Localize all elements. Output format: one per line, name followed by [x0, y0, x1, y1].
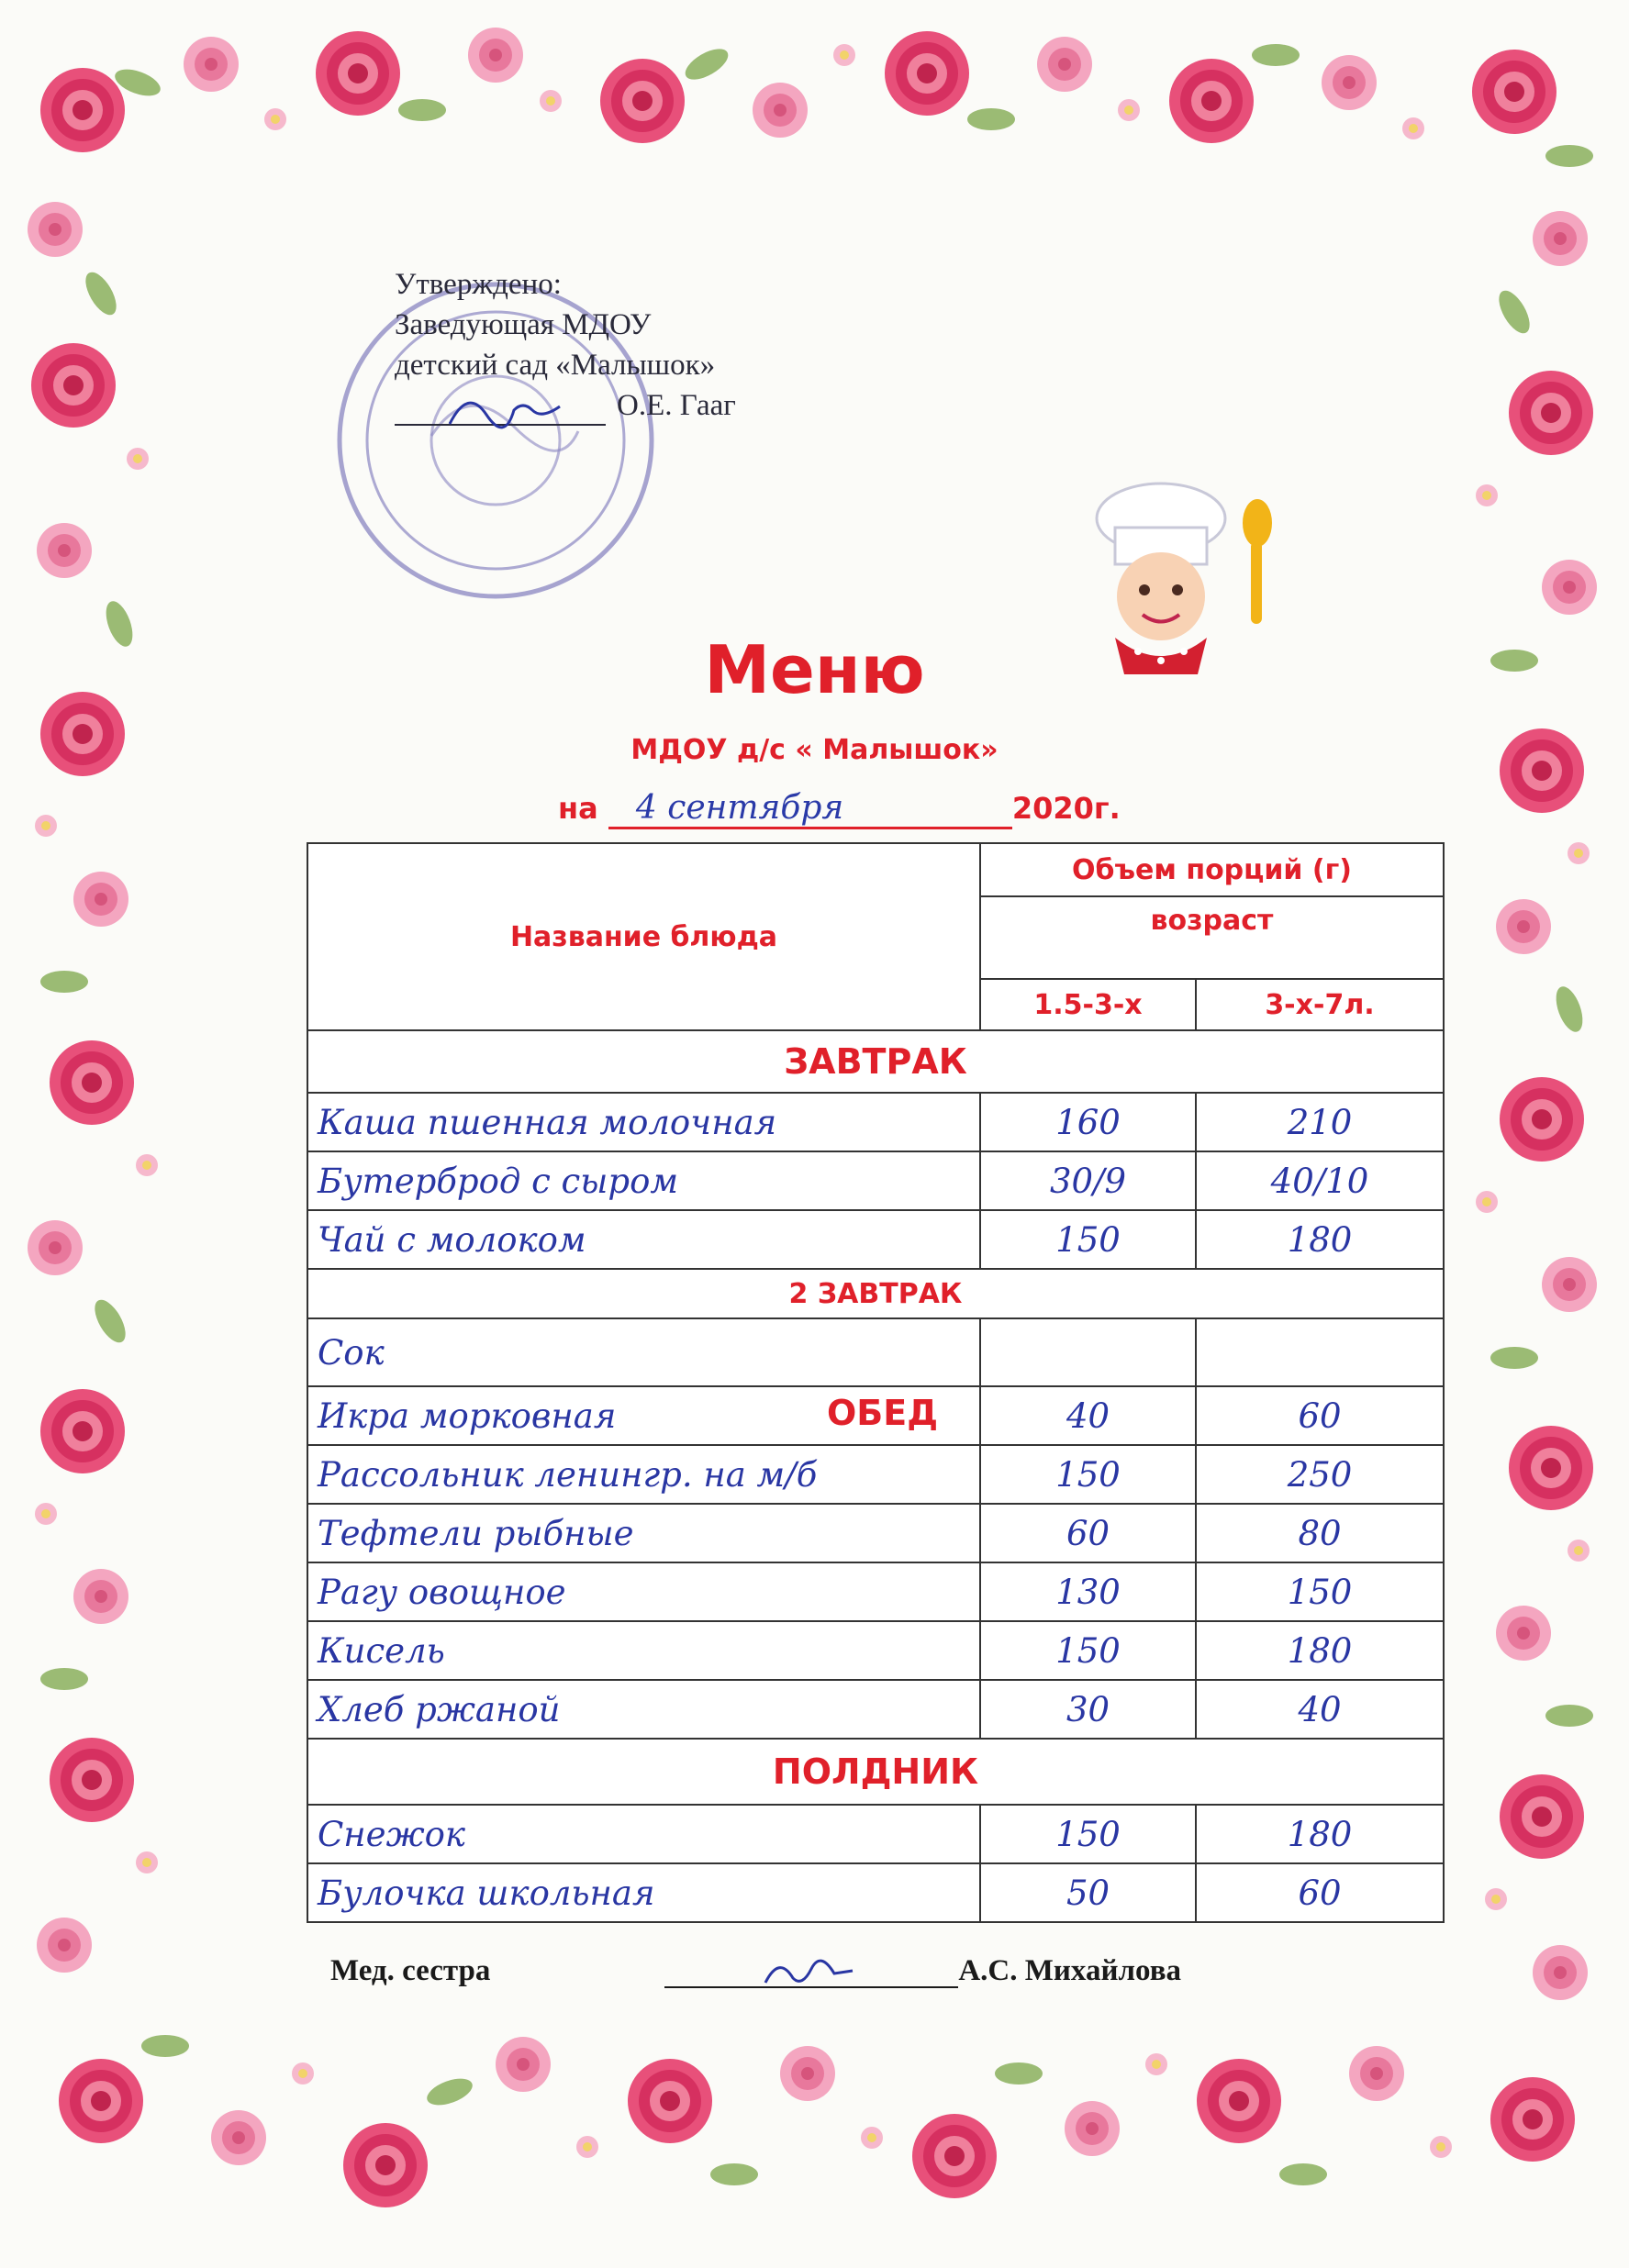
menu-table	[307, 842, 1445, 1923]
table-row	[307, 1318, 1444, 1386]
frame-left	[28, 202, 158, 1973]
dish-name: Булочка школьная	[307, 1863, 980, 1922]
portion-young: 150	[980, 1621, 1196, 1680]
table-row	[307, 1504, 1444, 1562]
section-snack: ПОЛДНИК	[307, 1739, 1444, 1805]
table-row	[307, 1805, 1444, 1863]
section-lunch: ОБЕД	[827, 1393, 939, 1433]
footer-signature	[330, 1954, 1340, 1988]
table-row	[307, 1210, 1444, 1269]
table-row	[307, 1621, 1444, 1680]
portion-young: 60	[980, 1504, 1196, 1562]
portion-older: 40/10	[1196, 1151, 1444, 1210]
section-second-breakfast: 2 ЗАВТРАК	[307, 1269, 1444, 1318]
portion-young: 30	[980, 1680, 1196, 1739]
director-signature	[395, 396, 606, 426]
header-dish-name: Название блюда	[307, 843, 980, 1030]
approval-org: детский сад «Малышок»	[395, 349, 716, 382]
table-row	[307, 1093, 1444, 1151]
frame-right	[1476, 211, 1597, 2000]
section-breakfast: ЗАВТРАК	[307, 1030, 1444, 1093]
dish-name: Рагу овощное	[307, 1562, 980, 1621]
portion-young: 150	[980, 1805, 1196, 1863]
portion-older: 40	[1196, 1680, 1444, 1739]
date-prefix: на	[558, 791, 598, 826]
portion-young	[980, 1318, 1196, 1386]
table-row	[307, 1386, 1444, 1445]
header-age: возраст	[980, 896, 1444, 979]
dish-name-with-lunch-label	[307, 1386, 980, 1445]
table-row	[307, 1445, 1444, 1504]
portion-older: 80	[1196, 1504, 1444, 1562]
portion-older: 180	[1196, 1210, 1444, 1269]
menu-title: Меню	[704, 631, 925, 708]
dish-name: Икра морковная	[318, 1395, 617, 1436]
portion-young: 160	[980, 1093, 1196, 1151]
date-handwritten: 4 сентября	[608, 789, 1012, 829]
dish-name: Тефтели рыбные	[307, 1504, 980, 1562]
approval-block	[395, 264, 736, 426]
table-row	[307, 1680, 1444, 1739]
dish-name: Рассольник ленингр. на м/б	[307, 1445, 980, 1504]
frame-bottom	[59, 2035, 1575, 2207]
signature-icon	[395, 396, 606, 433]
approval-position: Заведующая МДОУ	[395, 308, 652, 341]
table-row	[307, 1151, 1444, 1210]
nurse-signature	[664, 1955, 958, 1988]
signature-icon	[664, 1955, 958, 1992]
dish-name: Кисель	[307, 1621, 980, 1680]
portion-older: 180	[1196, 1805, 1444, 1863]
portion-young: 30/9	[980, 1151, 1196, 1210]
dish-name: Снежок	[307, 1805, 980, 1863]
dish-name: Сок	[307, 1318, 980, 1386]
portion-young: 50	[980, 1863, 1196, 1922]
header-age-1: 1.5-3-х	[980, 979, 1196, 1030]
portion-older	[1196, 1318, 1444, 1386]
menu-org: МДОУ д/с « Малышок»	[630, 734, 999, 766]
portion-young: 150	[980, 1210, 1196, 1269]
dish-name: Каша пшенная молочная	[307, 1093, 980, 1151]
approval-signature-line	[395, 385, 736, 426]
portion-young: 130	[980, 1562, 1196, 1621]
portion-young: 150	[980, 1445, 1196, 1504]
portion-older: 210	[1196, 1093, 1444, 1151]
table-row	[307, 1562, 1444, 1621]
frame-top	[40, 28, 1593, 167]
portion-older: 60	[1196, 1863, 1444, 1922]
header-portion: Объем порций (г)	[980, 843, 1444, 896]
dish-name: Хлеб ржаной	[307, 1680, 980, 1739]
footer-name: А.С. Михайлова	[958, 1954, 1182, 1987]
portion-older: 250	[1196, 1445, 1444, 1504]
table-row	[307, 1863, 1444, 1922]
dish-name: Чай с молоком	[307, 1210, 980, 1269]
menu-date-line	[558, 789, 1121, 829]
footer-role: Мед. сестра	[330, 1954, 491, 1987]
date-suffix: 2020г.	[1011, 791, 1121, 826]
portion-older: 180	[1196, 1621, 1444, 1680]
portion-young: 40	[980, 1386, 1196, 1445]
portion-older: 150	[1196, 1562, 1444, 1621]
approval-signatory: О.Е. Гааг	[617, 389, 736, 422]
header-age-2: 3-х-7л.	[1196, 979, 1444, 1030]
approval-title: Утверждено:	[395, 268, 562, 301]
portion-older: 60	[1196, 1386, 1444, 1445]
dish-name: Бутерброд с сыром	[307, 1151, 980, 1210]
